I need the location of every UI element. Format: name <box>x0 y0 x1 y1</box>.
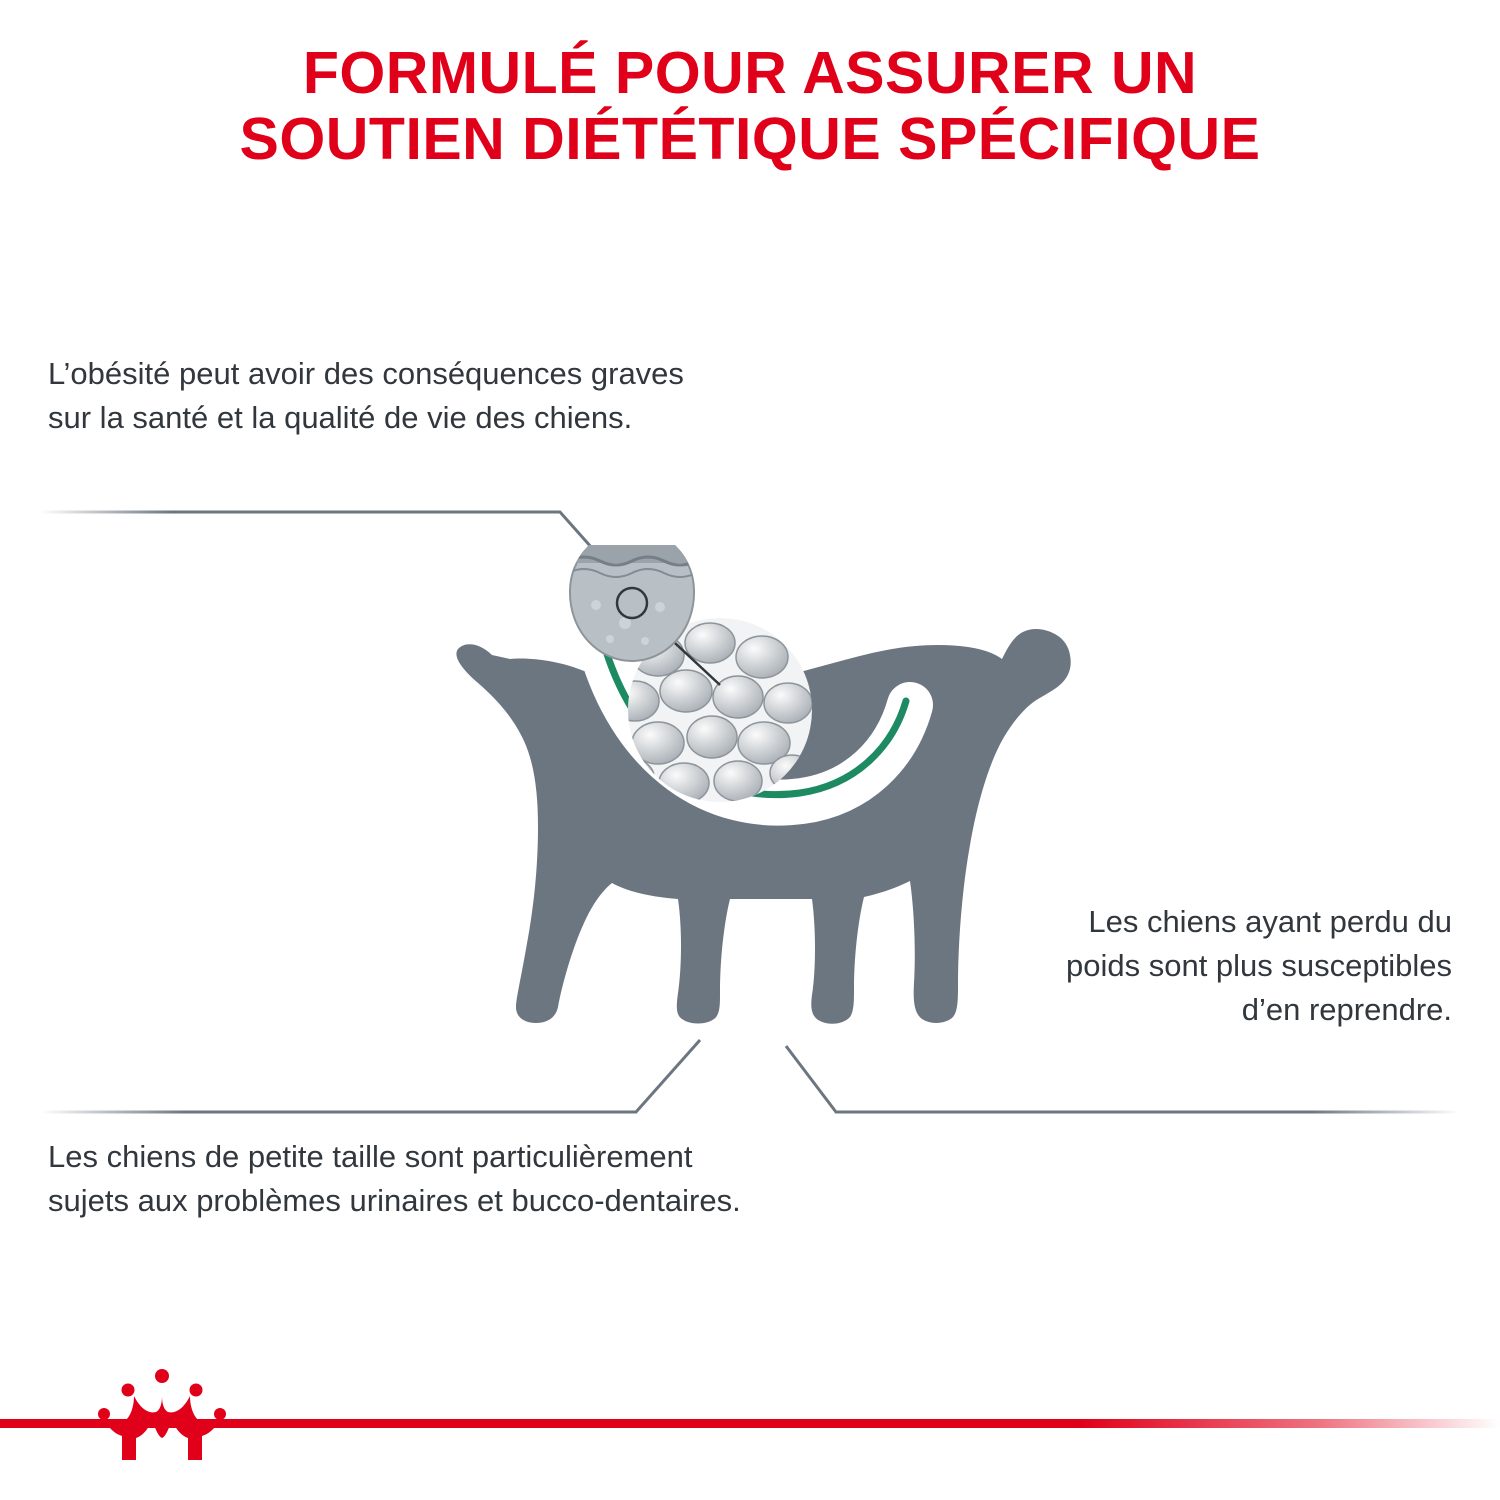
callout-small-dogs-text: Les chiens de petite taille sont particulièrement sujets aux problèmes urinaires et bucco-dentaires. <box>48 1139 741 1219</box>
callout-small-dogs <box>48 1135 768 1223</box>
royal-canin-crown-icon <box>92 1368 232 1462</box>
footer <box>0 1355 1500 1500</box>
callout-obesity <box>48 352 728 440</box>
page-title <box>60 40 1440 172</box>
callout-weight-regain-text: Les chiens ayant perdu du poids sont plus susceptibles d’en reprendre. <box>1065 904 1452 1028</box>
page-title-line-1: FORMULÉ POUR ASSURER UN <box>302 40 1198 106</box>
callout-obesity-text: L’obésité peut avoir des conséquences graves sur la santé et la qualité de vie des chiens. <box>48 356 684 436</box>
dog-illustration <box>420 545 1100 1065</box>
page-title-line-2: SOUTIEN DIÉTÉTIQUE SPÉCIFIQUE <box>239 106 1261 173</box>
